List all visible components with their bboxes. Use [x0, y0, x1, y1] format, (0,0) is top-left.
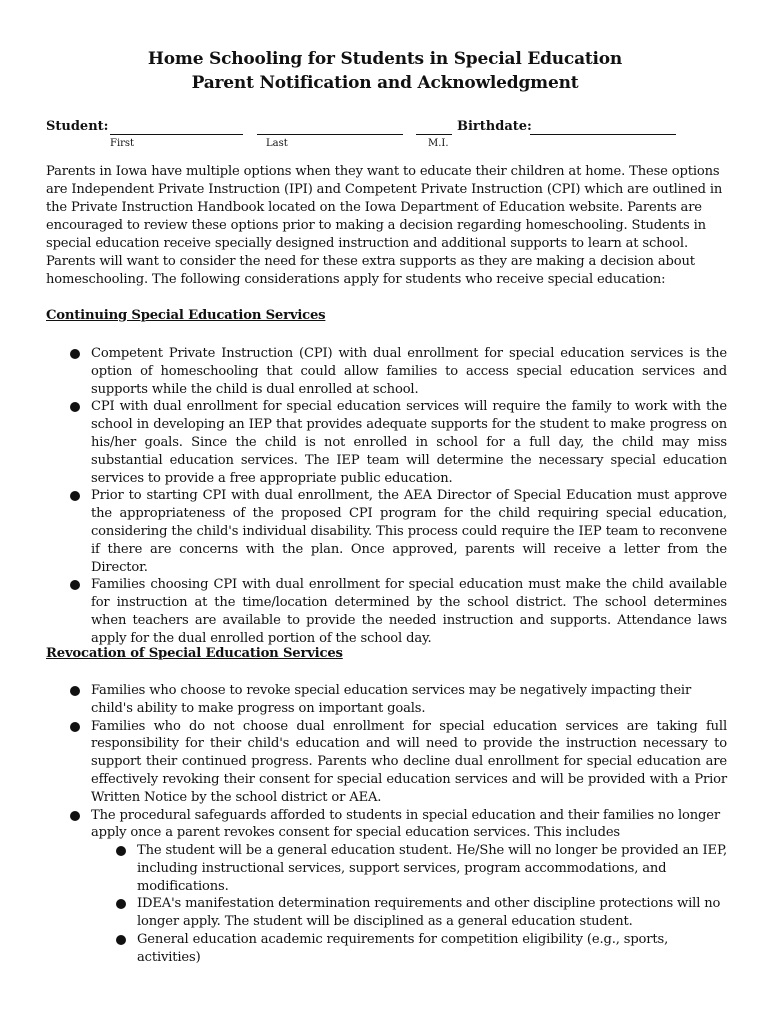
list-item-text: CPI with dual enrollment for special education services will require the family to work with the school in developing an IEP that provides adequate supports for the student to make progress on his/her goals. Since the child is not enrolled in school for a full day, the child may miss substantial education services. The IEP team will determine the necessary special education services to provide a free appropriate public education.: [91, 399, 727, 486]
safeguards-sublist: [137, 842, 727, 967]
student-label: Student:: [46, 119, 109, 134]
bullet-icon: [116, 846, 126, 856]
sublist-item-text: The student will be a general education student. He/She will no longer be provided an IEP, including instructional services, support services, program accommodations, and modifications.: [137, 843, 727, 894]
bullet-icon: [116, 899, 126, 909]
intro-paragraph: Parents in Iowa have multiple options when they want to educate their children at home. These options are Independent Private Instruction (IPI) and Competent Private Instruction (CPI) which are outlined in the Private Instruction Handbook located on the Iowa Department of Education website. Parents are encouraged to review these options prior to making a decision regarding homeschooling. Students in special education receive specially designed instruction and additional supports to learn at school. Parents will want to consider the need for these extra supports as they are making a decision about homeschooling. The following considerations apply for students who receive special education:: [46, 164, 723, 287]
middle-initial-caption: M.I.: [428, 138, 449, 149]
list-item-text: Families who do not choose dual enrollment for special education services are taking full responsibility for their child's education and will need to provide the instruction necessary to support their continued progress. Parents who decline dual enrollment for special education are effectively revoking their consent for special education services and will be provided with a Prior Written Notice by the school district or AEA.: [91, 718, 727, 805]
last-name-caption: Last: [266, 138, 288, 149]
bullet-icon: [116, 935, 126, 945]
birthdate-label: Birthdate:: [457, 119, 532, 134]
sublist-item-text: IDEA's manifestation determination requirements and other discipline protections will no longer apply. The student will be disciplined as a general education student.: [137, 896, 721, 930]
middle-initial-field[interactable]: [416, 134, 452, 135]
bullet-icon: [70, 811, 80, 821]
bullet-icon: [70, 349, 80, 359]
sublist-item-text: General education academic requirements for competition eligibility (e.g., sports, activities): [137, 931, 669, 965]
list-item: [91, 398, 727, 487]
section-heading-revocation: Revocation of Special Education Services: [46, 646, 343, 661]
document-subtitle: Parent Notification and Acknowledgment: [191, 73, 579, 93]
list-item-text: The procedural safeguards afforded to students in special education and their families no longer apply once a parent revokes consent for special education services. This includes: [91, 807, 720, 841]
sublist-item: [137, 842, 727, 895]
last-name-field[interactable]: [257, 134, 403, 135]
revocation-list: [91, 682, 727, 842]
first-name-field[interactable]: [110, 134, 243, 135]
bullet-icon: [70, 580, 80, 590]
list-item: [91, 576, 727, 647]
bullet-icon: [70, 686, 80, 696]
birthdate-field[interactable]: [530, 134, 676, 135]
list-item: [91, 345, 727, 398]
list-item-text: Families who choose to revoke special education services may be negatively impacting their child's ability to make progress on important goals.: [91, 683, 692, 716]
bullet-icon: [70, 722, 80, 732]
list-item-text: Competent Private Instruction (CPI) with dual enrollment for special education services is the option of homeschooling that could allow families to access special education services and supports while the child is dual enrolled at school.: [91, 346, 727, 397]
list-item: [91, 807, 727, 843]
section-heading-continuing: Continuing Special Education Services: [46, 308, 326, 323]
document-title: Home Schooling for Students in Special Education: [147, 49, 623, 69]
student-info-row: [46, 119, 736, 153]
bullet-icon: [70, 491, 80, 501]
list-item: [91, 487, 727, 576]
first-name-caption: First: [110, 138, 135, 149]
list-item: [91, 718, 727, 807]
list-item: [91, 682, 727, 718]
list-item-text: Families choosing CPI with dual enrollment for special education must make the child available for instruction at the time/location determined by the school district. The school determines when teachers are available to provide the needed instruction and supports. Attendance laws apply for the dual enrolled portion of the school day.: [91, 577, 727, 646]
continuing-services-list: [91, 345, 727, 648]
bullet-icon: [70, 402, 80, 412]
sublist-item: [137, 895, 727, 931]
list-item-text: Prior to starting CPI with dual enrollment, the AEA Director of Special Education must approve the appropriateness of the proposed CPI program for the child requiring special education, considering the child's individual disability. This process could require the IEP team to reconvene if there are concerns with the plan. Once approved, parents will receive a letter from the Director.: [91, 488, 727, 575]
sublist-item: [137, 931, 727, 967]
